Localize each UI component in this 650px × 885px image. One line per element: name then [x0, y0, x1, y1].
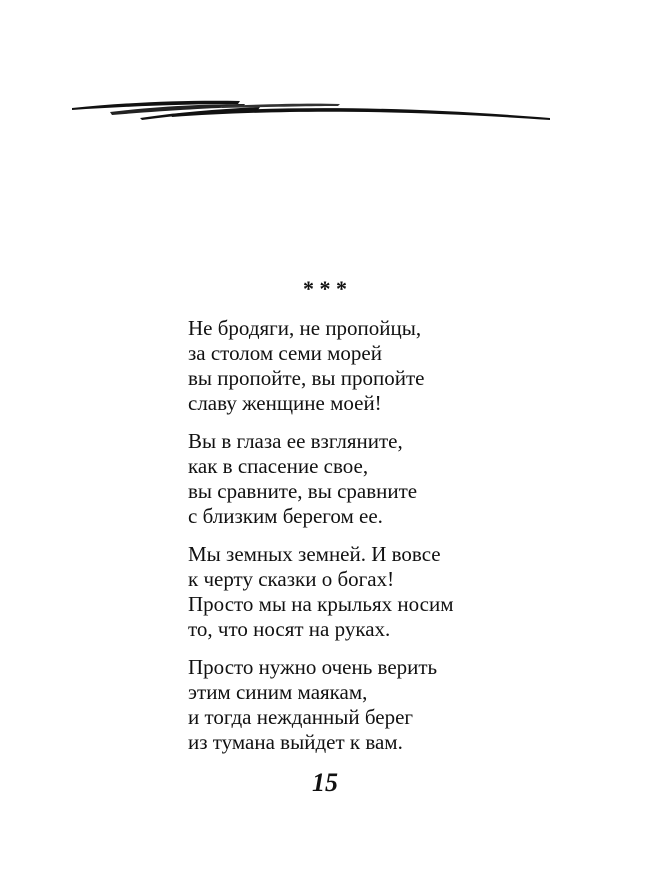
poem-line: из тумана выйдет к вам.	[188, 730, 403, 754]
poem-line: вы сравните, вы сравните	[188, 479, 418, 503]
brush-stroke-decoration	[70, 92, 555, 128]
poem-line: и тогда нежданный берег	[188, 705, 414, 729]
poem-line: то, что носят на руках.	[188, 617, 391, 641]
poem-line: как в спасение свое,	[188, 454, 369, 478]
page-number: 15	[312, 768, 338, 797]
poem-line: Мы земных земней. И вовсе	[188, 542, 441, 566]
poem-line: Не бродяги, не пропойцы,	[188, 316, 422, 340]
section-separator: * * *	[303, 276, 347, 301]
stanza	[188, 542, 608, 642]
stanza	[188, 316, 608, 416]
poem-line: за столом семи морей	[188, 341, 382, 365]
poem-line: славу женщине моей!	[188, 391, 382, 415]
poem-line: Просто нужно очень верить	[188, 655, 438, 679]
poem-line: к черту сказки о богах!	[188, 567, 395, 591]
stanza	[188, 655, 608, 755]
stanza	[188, 429, 608, 529]
poem-line: вы пропойте, вы пропойте	[188, 366, 425, 390]
poem	[188, 316, 608, 768]
poem-line: с близким берегом ее.	[188, 504, 383, 528]
poem-line: этим синим маякам,	[188, 680, 368, 704]
poem-line: Вы в глаза ее взгляните,	[188, 429, 403, 453]
poem-line: Просто мы на крыльях носим	[188, 592, 454, 616]
